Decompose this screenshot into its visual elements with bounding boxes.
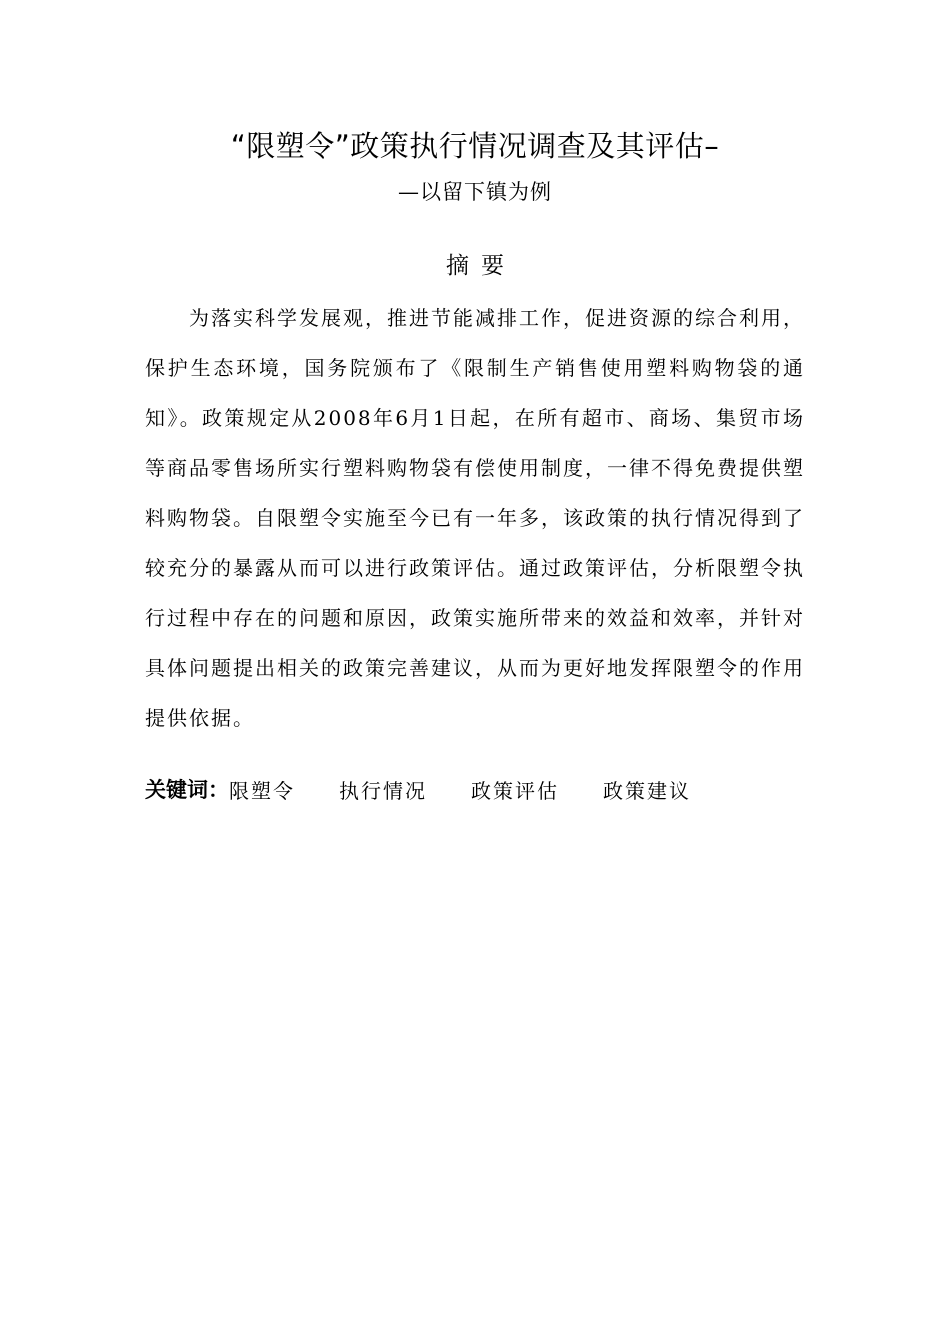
keyword-item: 限塑令	[229, 778, 295, 803]
document-title: “限塑令”政策执行情况调查及其评估–	[230, 129, 720, 163]
abstract-paragraph	[145, 293, 805, 743]
keywords-label: 关键词：	[145, 778, 229, 802]
abstract-text: 为落实科学发展观，推进节能减排工作，促进资源的综合利用，保护生态环境，国务院颁布了《限制生产销售使用塑料购物袋的通知》。政策规定从2008年6月1日起，在所有超市、商场、集贸市场等商品零售场所实行塑料购物袋有偿使用制度，一律不得免费提供塑料购物袋。自限塑令实施至今已有一年多，该政策的执行情况得到了较充分的暴露从而可以进行政策评估。通过政策评估，分析限塑令执行过程中存在的问题和原因，政策实施所带来的效益和效率，并针对具体问题提出相关的政策完善建议，从而为更好地发挥限塑令的作用提供依据。	[145, 306, 805, 730]
keywords-line	[145, 769, 735, 809]
abstract-heading: 摘要	[446, 253, 516, 279]
keyword-item: 执行情况	[339, 778, 427, 803]
keyword-item: 政策建议	[603, 778, 691, 803]
document-subtitle: —以留下镇为例	[398, 180, 552, 204]
keyword-item: 政策评估	[471, 778, 559, 803]
